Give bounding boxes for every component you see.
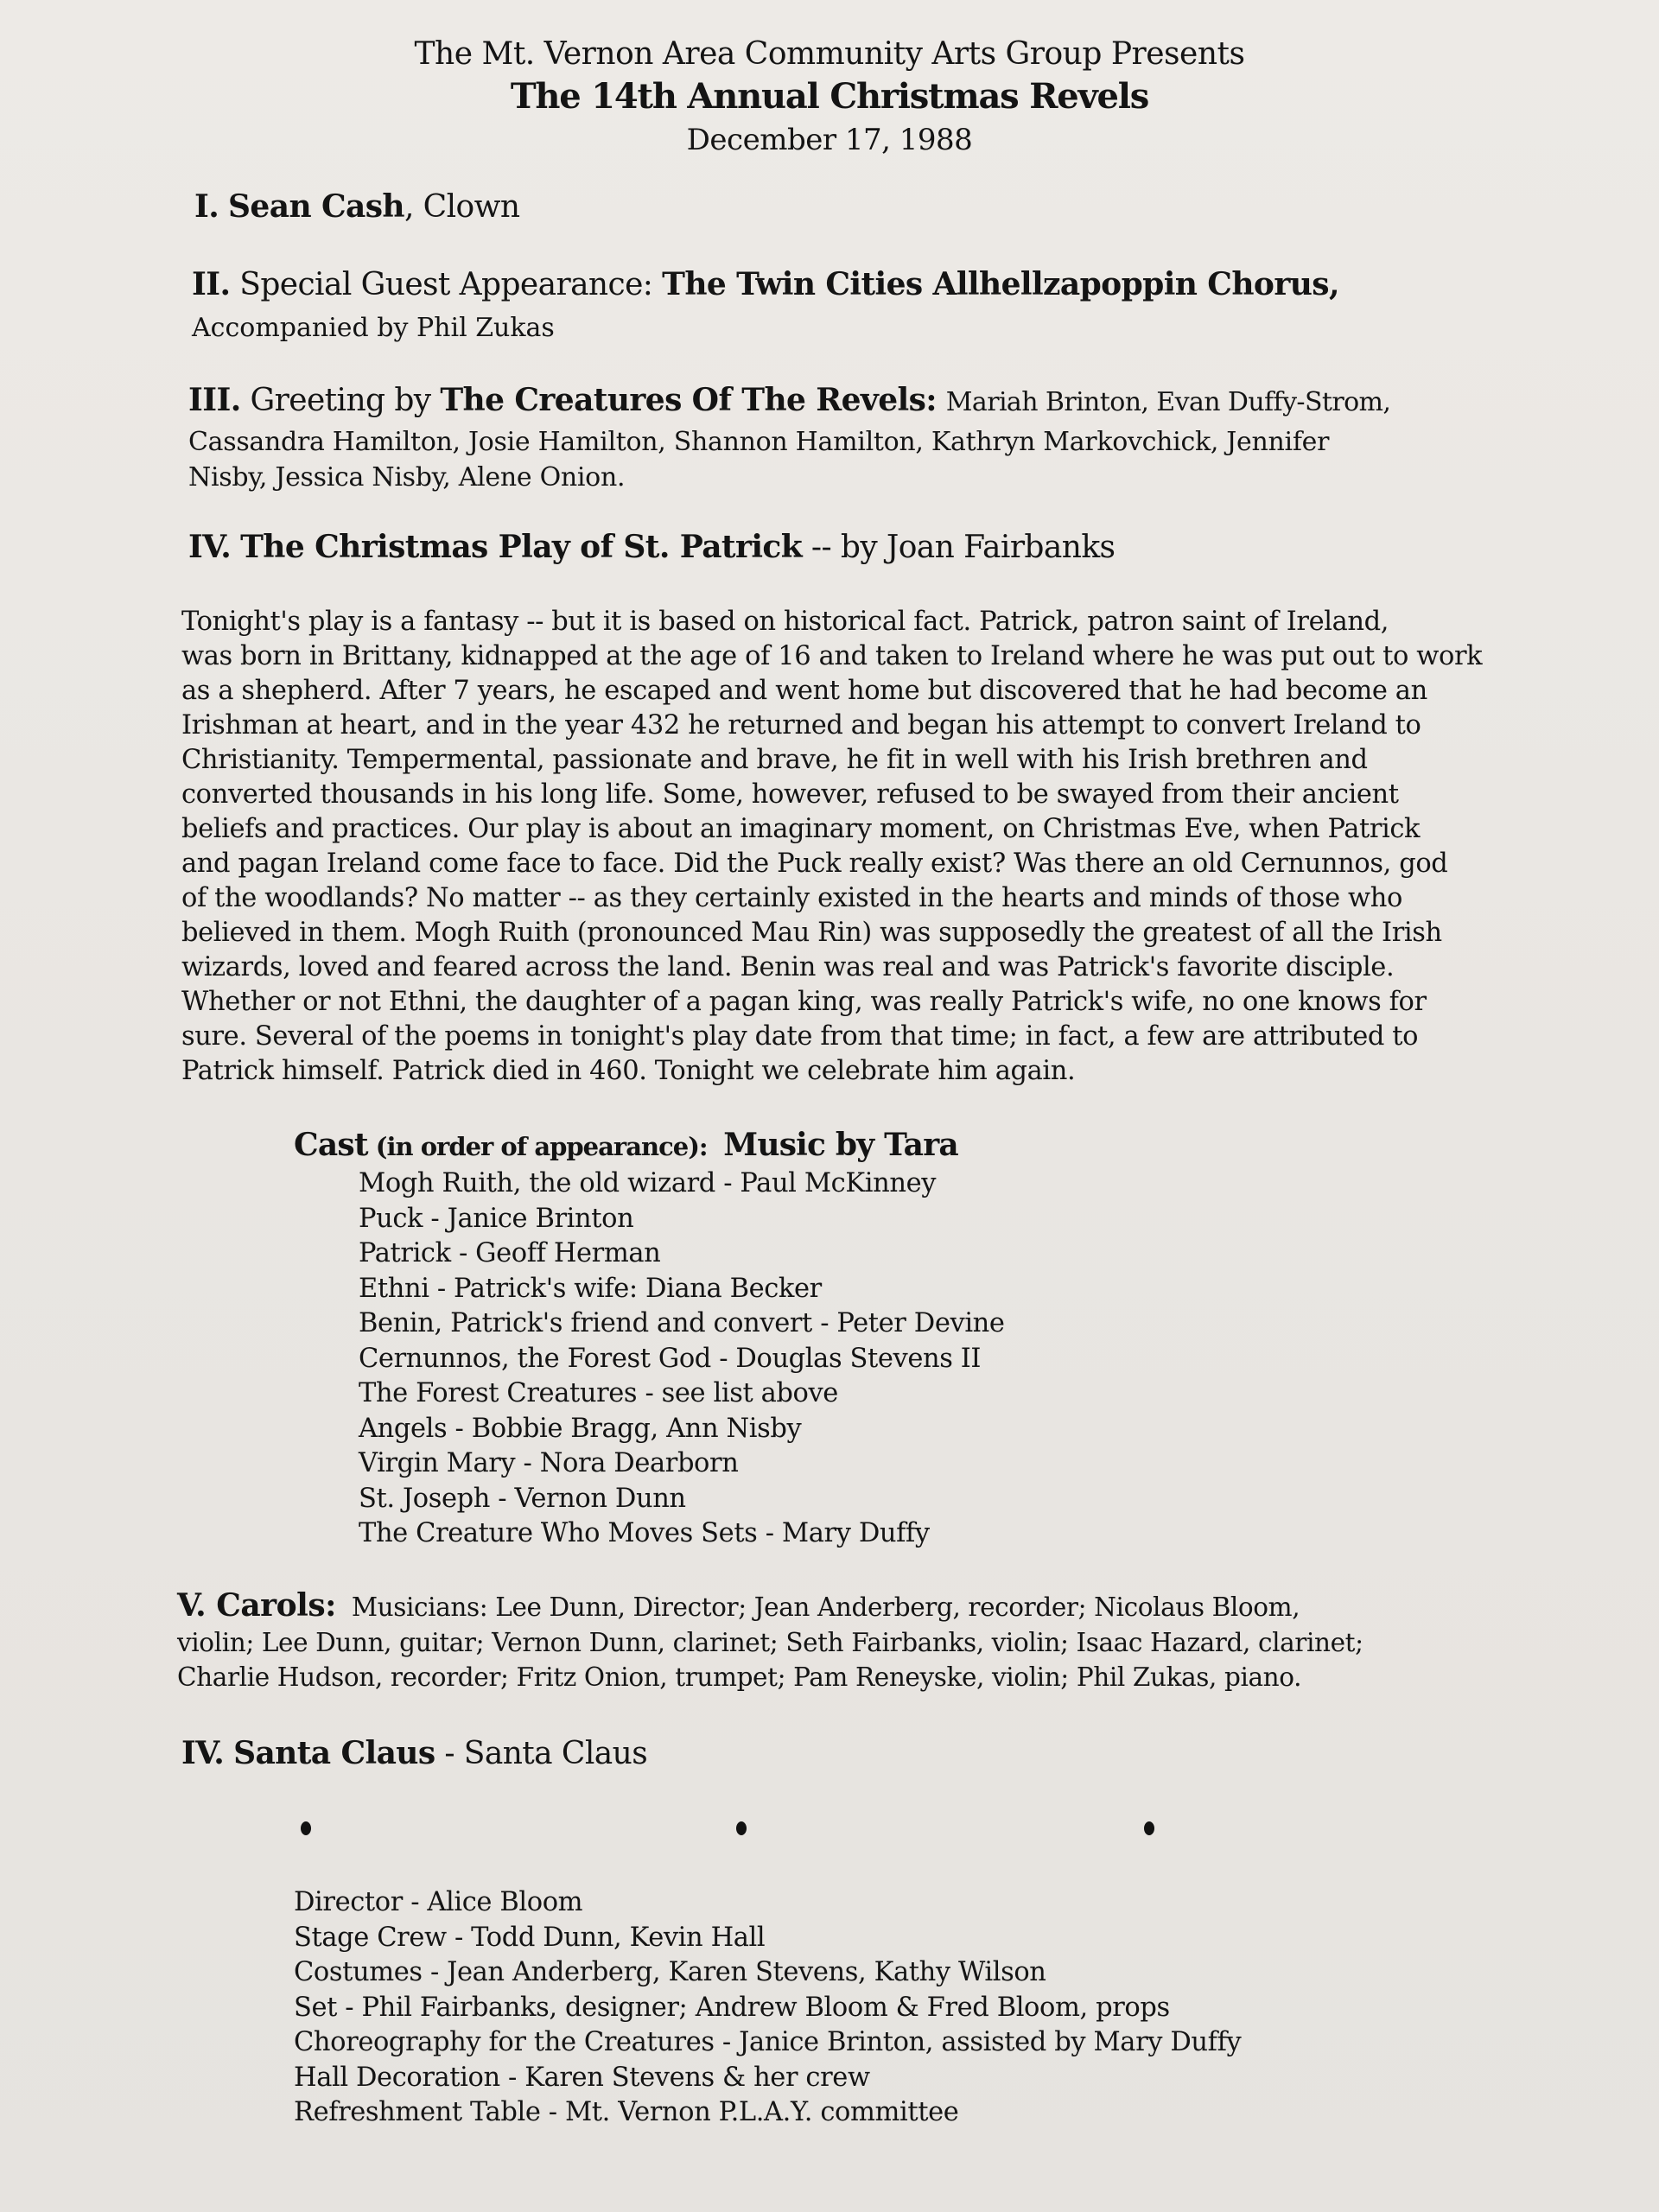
cast-member: The Creature Who Moves Sets - Mary Duffy (359, 1518, 930, 1548)
section-1 (194, 188, 519, 225)
section-numeral: I. (194, 188, 219, 225)
synopsis-line: wizards, loved and feared across the land. Benin was real and was Patrick's favorite disciple. (181, 952, 1395, 982)
play-title: The Christmas Play of St. Patrick (240, 529, 803, 565)
credit-line: Set - Phil Fairbanks, designer; Andrew Bloom & Fred Bloom, props (294, 1992, 1170, 2023)
synopsis-line: and pagan Ireland come face to face. Did the Puck really exist? Was there an old Cernunnos, god (181, 849, 1448, 879)
synopsis-line: was born in Brittany, kidnapped at the age of 16 and taken to Ireland where he was put out to work (181, 641, 1483, 671)
santa-title: Santa Claus (233, 1735, 435, 1771)
synopsis-line: Irishman at heart, and in the year 432 he returned and began his attempt to convert Ireland to (181, 710, 1421, 741)
bullet-divider-icon (301, 1821, 311, 1835)
section-numeral: III. (188, 382, 241, 418)
bullet-divider-icon (736, 1821, 747, 1835)
synopsis-line: as a shepherd. After 7 years, he escaped and went home but discovered that he had become an (181, 676, 1427, 706)
cast-member: The Forest Creatures - see list above (359, 1378, 838, 1408)
synopsis-line: Tonight's play is a fantasy -- but it is based on historical fact. Patrick, patron saint of Ireland, (181, 607, 1389, 637)
synopsis-line: believed in them. Mogh Ruith (pronounced Mau Rin) was supposedly the greatest of all the Irish (181, 918, 1442, 948)
section-4 (188, 529, 1115, 565)
synopsis-line: of the woodlands? No matter -- as they certainly existed in the hearts and minds of those who (181, 883, 1402, 913)
synopsis-line: beliefs and practices. Our play is about an imaginary moment, on Christmas Eve, when Patrick (181, 814, 1421, 844)
section-3 (188, 382, 1390, 418)
cast-member: Angels - Bobbie Bragg, Ann Nisby (359, 1413, 802, 1444)
section-label: Greeting by (250, 383, 431, 418)
creatures-list: Mariah Brinton, Evan Duffy-Strom, (945, 387, 1391, 417)
creatures-list-line-3: Nisby, Jessica Nisby, Alene Onion. (188, 462, 626, 493)
section-6 (181, 1735, 647, 1771)
play-synopsis (181, 605, 1581, 1089)
cast-member: St. Joseph - Vernon Dunn (359, 1483, 686, 1514)
cast-member: Ethni - Patrick's wife: Diana Becker (359, 1273, 822, 1304)
synopsis-line: converted thousands in his long life. Some, however, refused to be swayed from their ancient (181, 779, 1399, 810)
play-author: -- by Joan Fairbanks (802, 530, 1116, 565)
cast-list (359, 1166, 1005, 1552)
musicians-line: Musicians: Lee Dunn, Director; Jean Anderberg, recorder; Nicolaus Bloom, (351, 1592, 1300, 1622)
section-5-carols (177, 1588, 1363, 1695)
cast-member: Puck - Janice Brinton (359, 1203, 634, 1234)
music-credit: Music by Tara (723, 1127, 958, 1163)
santa-performer: - Santa Claus (435, 1736, 648, 1771)
musicians-line: violin; Lee Dunn, guitar; Vernon Dunn, clarinet; Seth Fairbanks, violin; Isaac Hazard, clarinet; (177, 1627, 1363, 1657)
group-name: The Creatures Of The Revels: (440, 382, 937, 418)
section-numeral: IV. (188, 529, 232, 565)
synopsis-line: sure. Several of the poems in tonight's play date from that time; in fact, a few are attributed to (181, 1021, 1419, 1052)
credit-line: Stage Crew - Todd Dunn, Kevin Hall (294, 1922, 766, 1953)
synopsis-line: Whether or not Ethni, the daughter of a pagan king, was really Patrick's wife, no one knows for (181, 987, 1427, 1017)
production-credits (294, 1885, 1241, 2131)
carols-heading: V. Carols: (177, 1587, 336, 1624)
credit-line: Refreshment Table - Mt. Vernon P.L.A.Y. committee (294, 2097, 959, 2127)
credit-line: Hall Decoration - Karen Stevens & her crew (294, 2062, 870, 2093)
presenter-line: The Mt. Vernon Area Community Arts Group Presents (414, 36, 1245, 72)
cast-member: Benin, Patrick's friend and convert - Peter Devine (359, 1308, 1005, 1338)
accompanied-by: Accompanied by Phil Zukas (192, 313, 555, 343)
cast-member: Virgin Mary - Nora Dearborn (359, 1448, 739, 1478)
guest-name: The Twin Cities Allhellzapoppin Chorus, (662, 266, 1339, 302)
cast-member: Mogh Ruith, the old wizard - Paul McKinney (359, 1168, 937, 1198)
performer-name: Sean Cash (228, 188, 404, 225)
credit-line: Choreography for the Creatures - Janice Brinton, assisted by Mary Duffy (294, 2027, 1242, 2057)
cast-member: Patrick - Geoff Herman (359, 1238, 661, 1268)
cast-member: Cernunnos, the Forest God - Douglas Stevens II (359, 1343, 982, 1374)
section-label: Special Guest Appearance: (239, 267, 653, 302)
section-2 (192, 266, 1339, 302)
cast-label: Cast (294, 1127, 368, 1163)
performer-role: , Clown (404, 189, 520, 225)
synopsis-line: Patrick himself. Patrick died in 460. Tonight we celebrate him again. (181, 1056, 1076, 1086)
credit-line: Director - Alice Bloom (294, 1887, 583, 1917)
section-numeral: II. (192, 266, 231, 302)
program-title: The 14th Annual Christmas Revels (510, 76, 1149, 117)
bullet-divider-icon (1144, 1821, 1154, 1835)
section-numeral: IV. (181, 1735, 225, 1771)
creatures-list-line-2: Cassandra Hamilton, Josie Hamilton, Shannon Hamilton, Kathryn Markovchick, Jennifer (188, 427, 1330, 457)
program-date: December 17, 1988 (686, 123, 973, 157)
credit-line: Costumes - Jean Anderberg, Karen Stevens, Kathy Wilson (294, 1957, 1046, 1987)
synopsis-line: Christianity. Tempermental, passionate and brave, he fit in well with his Irish brethren and (181, 745, 1368, 775)
cast-sublabel: (in order of appearance): (367, 1132, 708, 1161)
musicians-line: Charlie Hudson, recorder; Fritz Onion, trumpet; Pam Reneyske, violin; Phil Zukas, piano. (177, 1662, 1302, 1692)
cast-heading (294, 1127, 958, 1163)
